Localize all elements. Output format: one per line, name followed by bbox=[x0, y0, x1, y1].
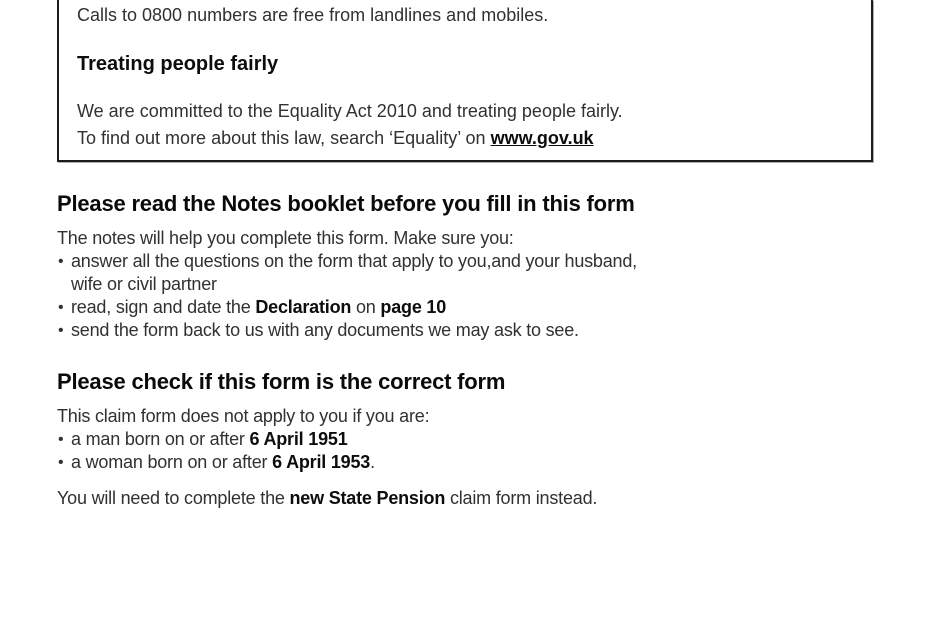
bullet-dot: • bbox=[58, 253, 64, 270]
new-state-pension-note: You will need to complete the new State Pension claim form instead. bbox=[57, 488, 598, 508]
notes-bullet-list bbox=[57, 250, 873, 342]
list-item-text: answer all the questions on the form that apply to you,and your husband, wife or civil partner bbox=[71, 251, 637, 294]
equality-paragraph bbox=[77, 98, 851, 152]
list-item bbox=[57, 319, 873, 342]
check-intro: This claim form does not apply to you if you are: bbox=[57, 406, 430, 426]
calls-free-line: Calls to 0800 numbers are free from landlines and mobiles. bbox=[77, 5, 549, 25]
check-bullet-list bbox=[57, 428, 873, 474]
bullet-dot: • bbox=[58, 299, 64, 316]
notes-section-heading: Please read the Notes booklet before you fill in this form bbox=[57, 191, 635, 216]
bullet-dot: • bbox=[58, 454, 64, 471]
bullet-dot: • bbox=[58, 322, 64, 339]
list-item bbox=[57, 250, 873, 296]
list-item bbox=[57, 296, 873, 319]
check-section-heading: Please check if this form is the correct form bbox=[57, 369, 506, 394]
list-item-text: send the form back to us with any documents we may ask to see. bbox=[71, 320, 579, 340]
treating-people-fairly-heading: Treating people fairly bbox=[77, 53, 279, 75]
list-item bbox=[57, 451, 873, 474]
notes-intro: The notes will help you complete this form. Make sure you: bbox=[57, 228, 514, 248]
list-item-text: a woman born on or after 6 April 1953. bbox=[71, 452, 375, 472]
gov-uk-link[interactable]: www.gov.uk bbox=[490, 128, 594, 148]
list-item-text: a man born on or after 6 April 1951 bbox=[71, 429, 348, 449]
list-item-text: read, sign and date the Declaration on page 10 bbox=[71, 297, 447, 317]
info-box bbox=[57, 0, 873, 162]
bullet-dot: • bbox=[58, 431, 64, 448]
list-item bbox=[57, 428, 873, 451]
equality-text: We are committed to the Equality Act 2010 and treating people fairly. To find out more about this law, search ‘Equality’ on bbox=[77, 101, 623, 148]
